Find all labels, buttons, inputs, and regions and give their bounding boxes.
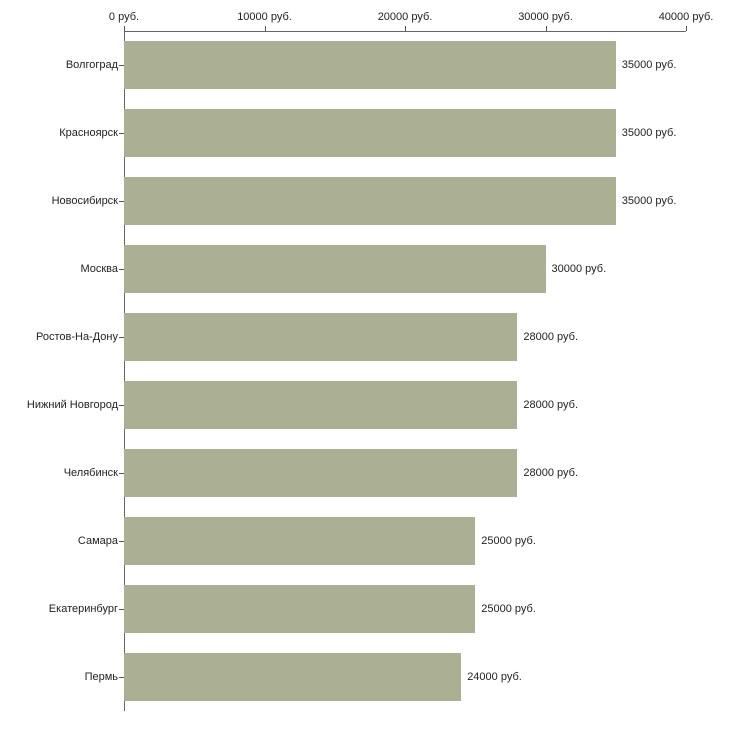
bar-value-label: 28000 руб. bbox=[523, 331, 579, 343]
y-axis-tick-mark bbox=[119, 201, 124, 202]
bar[interactable] bbox=[124, 585, 475, 633]
y-axis-category-label: Новосибирск bbox=[51, 195, 118, 207]
y-axis-category-label: Самара bbox=[77, 535, 118, 547]
bar[interactable] bbox=[124, 109, 616, 157]
x-axis-tick-mark bbox=[686, 26, 687, 31]
y-axis-category-label: Москва bbox=[80, 263, 118, 275]
y-axis-tick-mark bbox=[119, 269, 124, 270]
bar-value-label: 28000 руб. bbox=[523, 467, 579, 479]
bar[interactable] bbox=[124, 245, 546, 293]
x-axis-tick-mark bbox=[405, 26, 406, 31]
x-axis-tick-label: 10000 руб. bbox=[237, 11, 292, 23]
y-axis-tick-mark bbox=[119, 65, 124, 66]
y-axis-category-label: Красноярск bbox=[59, 127, 118, 139]
bar-value-label: 35000 руб. bbox=[621, 59, 677, 71]
x-axis-tick-mark bbox=[546, 26, 547, 31]
y-axis-category-label: Нижний Новгород bbox=[26, 399, 118, 411]
y-axis-tick-mark bbox=[119, 133, 124, 134]
y-axis-category-label: Екатеринбург bbox=[48, 603, 118, 615]
x-axis-tick-label: 40000 руб. bbox=[658, 11, 714, 23]
y-axis-tick-mark bbox=[119, 541, 124, 542]
y-axis-category-label: Челябинск bbox=[63, 467, 118, 479]
y-axis-tick-mark bbox=[119, 405, 124, 406]
x-axis-tick-label: 30000 руб. bbox=[518, 11, 573, 23]
y-axis-category-label: Волгоград bbox=[65, 59, 118, 71]
y-axis-category-label: Ростов-На-Дону bbox=[35, 331, 118, 343]
y-axis-tick-mark bbox=[119, 337, 124, 338]
bar-value-label: 35000 руб. bbox=[621, 195, 677, 207]
x-axis-tick-label: 0 руб. bbox=[108, 11, 140, 23]
bar[interactable] bbox=[124, 449, 517, 497]
x-axis-tick-mark bbox=[124, 26, 125, 31]
bar[interactable] bbox=[124, 313, 517, 361]
y-axis-tick-mark bbox=[119, 677, 124, 678]
bar[interactable] bbox=[124, 41, 616, 89]
x-axis-tick-label: 20000 руб. bbox=[377, 11, 433, 23]
bar-value-label: 30000 руб. bbox=[551, 263, 607, 275]
x-axis-tick-mark bbox=[265, 26, 266, 31]
bar-value-label: 25000 руб. bbox=[481, 535, 536, 547]
y-axis-category-label: Пермь bbox=[84, 671, 118, 683]
bar[interactable] bbox=[124, 177, 616, 225]
bar[interactable] bbox=[124, 381, 517, 429]
x-axis-line bbox=[124, 31, 686, 32]
y-axis-tick-mark bbox=[119, 473, 124, 474]
bar-value-label: 24000 руб. bbox=[467, 671, 522, 683]
y-axis-tick-mark bbox=[119, 609, 124, 610]
bar[interactable] bbox=[124, 653, 461, 701]
bar-value-label: 35000 руб. bbox=[621, 127, 677, 139]
bar[interactable] bbox=[124, 517, 475, 565]
bar-value-label: 25000 руб. bbox=[481, 603, 536, 615]
bar-value-label: 28000 руб. bbox=[523, 399, 579, 411]
